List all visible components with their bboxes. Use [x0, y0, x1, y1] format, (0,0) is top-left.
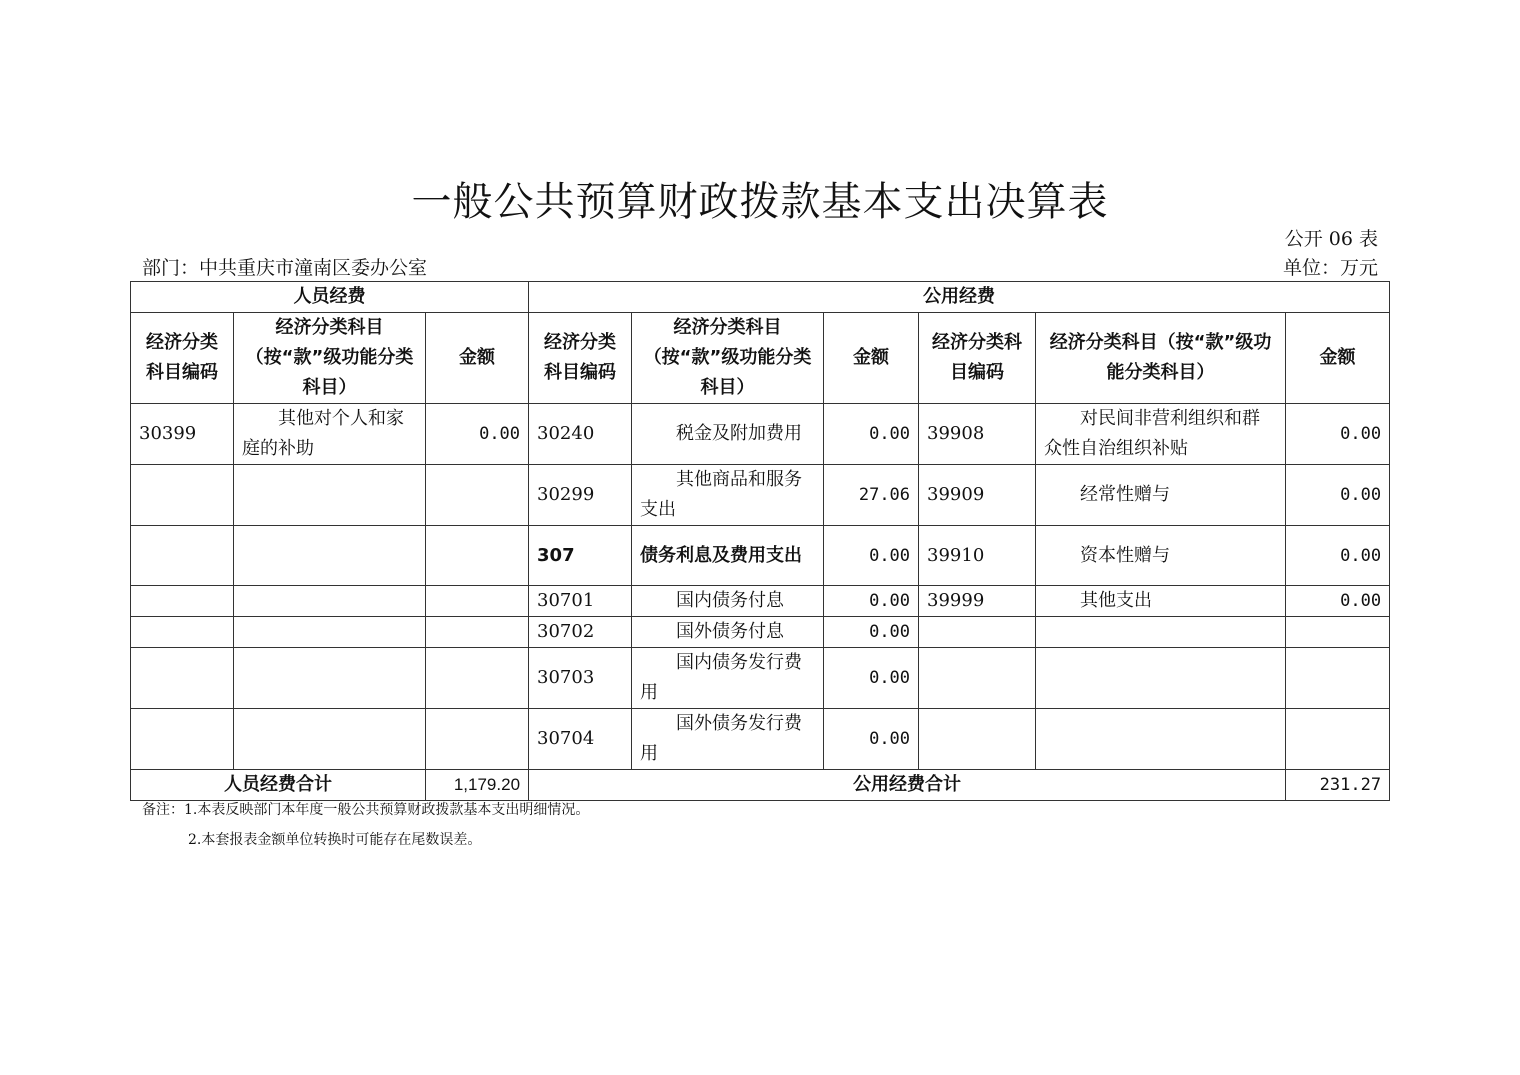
- r-amt-cell: 0.00: [1286, 404, 1390, 465]
- r-name-cell: 其他支出: [1036, 586, 1286, 617]
- header-name: 经济分类科目（按“款”级功能分类科目）: [234, 313, 426, 404]
- m-amt-cell: 0.00: [824, 404, 919, 465]
- public-total-amount: 231.27: [1286, 770, 1390, 801]
- r-amt-cell: [1286, 648, 1390, 709]
- m-code-cell: 30703: [529, 648, 632, 709]
- m-amt-cell: 0.00: [824, 526, 919, 586]
- p-amt-cell: [426, 709, 529, 770]
- p-name-cell: [234, 617, 426, 648]
- table-row: [131, 586, 1390, 617]
- r-code-cell: [919, 648, 1036, 709]
- report-title: 一般公共预算财政拨款基本支出决算表: [411, 179, 1109, 225]
- m-amt-cell: 27.06: [824, 465, 919, 526]
- unit-label: 单位：万元: [1282, 257, 1378, 279]
- table-number: 公开 06 表: [1284, 228, 1378, 250]
- header-amount: 金额: [824, 313, 919, 404]
- p-code-cell: [131, 526, 234, 586]
- m-name-cell: 国外债务发行费用: [632, 709, 824, 770]
- table-row: [131, 404, 1390, 465]
- table-row: [131, 526, 1390, 586]
- p-name-cell: [234, 709, 426, 770]
- r-code-cell: 39999: [919, 586, 1036, 617]
- m-name-cell: 税金及附加费用: [632, 404, 824, 465]
- note-1: 备注：1.本表反映部门本年度一般公共预算财政拨款基本支出明细情况。: [142, 802, 590, 818]
- m-code-cell: 30702: [529, 617, 632, 648]
- p-amt-cell: [426, 648, 529, 709]
- r-code-cell: [919, 709, 1036, 770]
- r-code-cell: 39909: [919, 465, 1036, 526]
- personnel-total-label: 人员经费合计: [131, 770, 426, 801]
- note-2: 2.本套报表金额单位转换时可能存在尾数误差。: [188, 832, 482, 848]
- p-code-cell: [131, 617, 234, 648]
- m-name-cell: 债务利息及费用支出: [632, 526, 824, 586]
- m-code-cell: 307: [529, 526, 632, 586]
- m-code-cell: 30299: [529, 465, 632, 526]
- table-row: [131, 648, 1390, 709]
- header-amount: 金额: [1286, 313, 1390, 404]
- m-amt-cell: 0.00: [824, 648, 919, 709]
- m-code-cell: 30704: [529, 709, 632, 770]
- public-total-label: 公用经费合计: [529, 770, 1286, 801]
- r-name-cell: 对民间非营利组织和群众性自治组织补贴: [1036, 404, 1286, 465]
- r-amt-cell: [1286, 709, 1390, 770]
- p-name-cell: [234, 465, 426, 526]
- m-amt-cell: 0.00: [824, 709, 919, 770]
- r-name-cell: 资本性赠与: [1036, 526, 1286, 586]
- p-code-cell: [131, 648, 234, 709]
- expenditure-table: [130, 281, 1390, 801]
- r-code-cell: 39910: [919, 526, 1036, 586]
- p-amt-cell: [426, 526, 529, 586]
- department-label: 部门：中共重庆市潼南区委办公室: [142, 257, 428, 279]
- header-public: 公用经费: [529, 282, 1390, 313]
- p-amt-cell: [426, 586, 529, 617]
- p-name-cell: [234, 526, 426, 586]
- r-amt-cell: 0.00: [1286, 465, 1390, 526]
- r-amt-cell: 0.00: [1286, 526, 1390, 586]
- p-name-cell: 其他对个人和家庭的补助: [234, 404, 426, 465]
- p-amt-cell: [426, 617, 529, 648]
- r-code-cell: 39908: [919, 404, 1036, 465]
- r-amt-cell: [1286, 617, 1390, 648]
- notes: [142, 795, 589, 855]
- m-amt-cell: 0.00: [824, 617, 919, 648]
- r-name-cell: [1036, 648, 1286, 709]
- m-name-cell: 国内债务发行费用: [632, 648, 824, 709]
- r-name-cell: [1036, 709, 1286, 770]
- r-name-cell: [1036, 617, 1286, 648]
- p-amt-cell: 0.00: [426, 404, 529, 465]
- header-name: 经济分类科目（按“款”级功能分类科目）: [1036, 313, 1286, 404]
- r-amt-cell: 0.00: [1286, 586, 1390, 617]
- p-code-cell: 30399: [131, 404, 234, 465]
- personnel-total-amount: 1,179.20: [426, 770, 529, 801]
- p-amt-cell: [426, 465, 529, 526]
- header-code: 经济分类科目编码: [131, 313, 234, 404]
- r-code-cell: [919, 617, 1036, 648]
- p-name-cell: [234, 648, 426, 709]
- header-code: 经济分类科目编码: [919, 313, 1036, 404]
- p-code-cell: [131, 586, 234, 617]
- p-code-cell: [131, 709, 234, 770]
- header-code: 经济分类科目编码: [529, 313, 632, 404]
- m-code-cell: 30701: [529, 586, 632, 617]
- header-amount: 金额: [426, 313, 529, 404]
- table-row: [131, 465, 1390, 526]
- m-name-cell: 国内债务付息: [632, 586, 824, 617]
- r-name-cell: 经常性赠与: [1036, 465, 1286, 526]
- m-name-cell: 其他商品和服务支出: [632, 465, 824, 526]
- m-amt-cell: 0.00: [824, 586, 919, 617]
- table-row: [131, 617, 1390, 648]
- table-row: [131, 709, 1390, 770]
- header-personnel: 人员经费: [131, 282, 529, 313]
- m-code-cell: 30240: [529, 404, 632, 465]
- p-code-cell: [131, 465, 234, 526]
- p-name-cell: [234, 586, 426, 617]
- m-name-cell: 国外债务付息: [632, 617, 824, 648]
- header-name: 经济分类科目（按“款”级功能分类科目）: [632, 313, 824, 404]
